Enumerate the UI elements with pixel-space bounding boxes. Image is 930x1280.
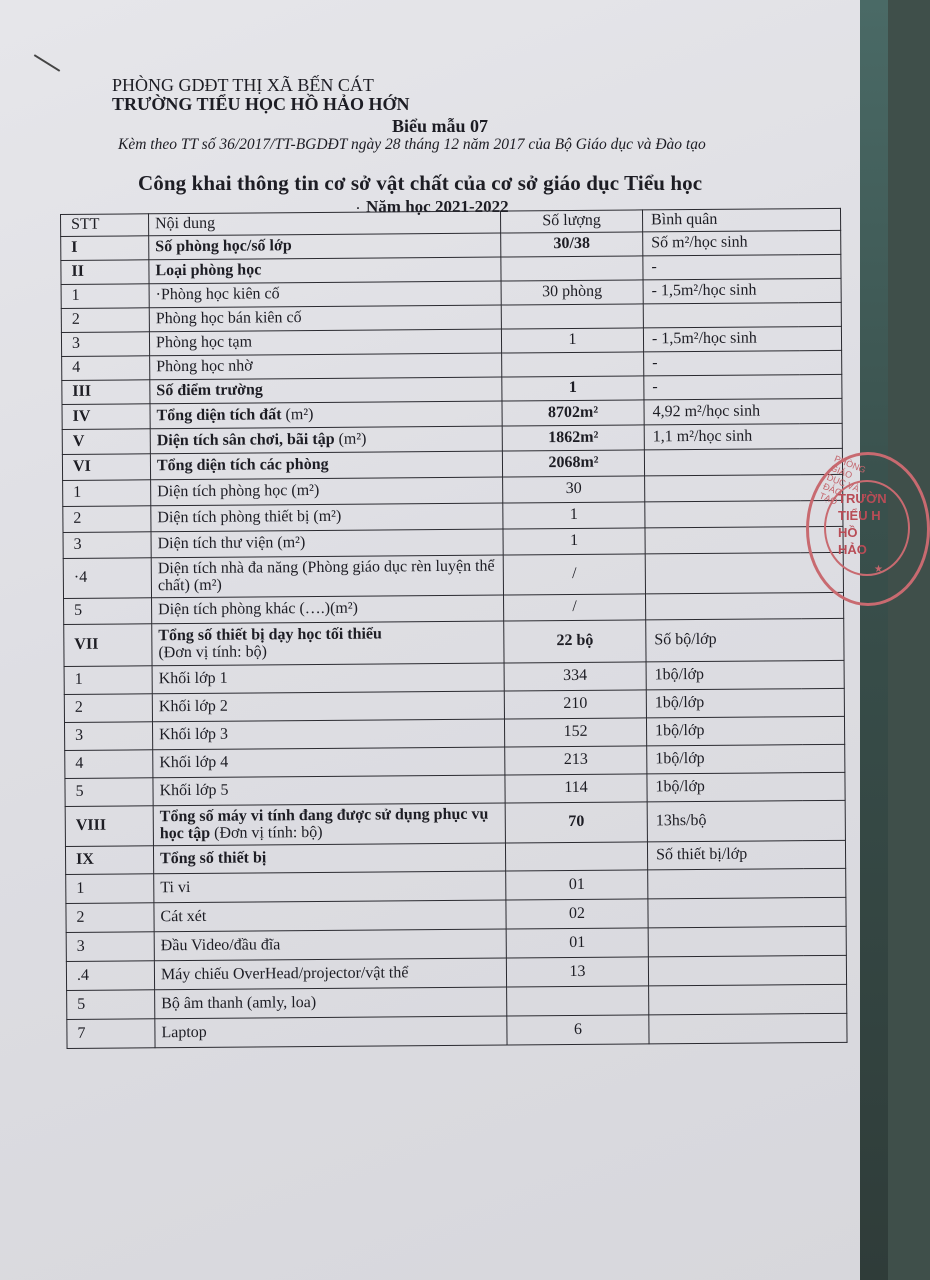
header-stt: STT — [61, 214, 149, 237]
row-quantity: / — [504, 594, 646, 621]
seal-star: ★ — [874, 564, 883, 575]
table-row — [63, 552, 843, 598]
row-content: Phòng học tạm — [149, 329, 501, 356]
row-content: Loại phòng học — [149, 257, 501, 284]
row-content: Laptop — [155, 1016, 507, 1048]
row-average — [648, 955, 846, 986]
table-row — [64, 618, 844, 666]
row-stt: ·4 — [63, 558, 151, 599]
row-quantity: 30 — [503, 476, 645, 503]
row-stt: VII — [64, 624, 152, 667]
row-content: Diện tích nhà đa năng (Phòng giáo dục rèn luyện thể chất) (m²) — [151, 555, 503, 598]
row-average: 4,92 m²/học sinh — [644, 398, 842, 425]
row-content: Số phòng học/số lớp — [149, 233, 501, 260]
row-quantity: / — [503, 554, 645, 595]
header-average: Bình quân — [642, 208, 840, 232]
row-quantity — [501, 304, 643, 329]
row-stt: 1 — [64, 666, 152, 695]
row-average — [648, 868, 846, 899]
facility-table — [60, 208, 848, 1049]
row-quantity: 152 — [504, 718, 646, 747]
header-quantity: Số lượng — [500, 210, 642, 233]
row-stt: 5 — [65, 778, 153, 807]
pen-mark — [34, 54, 61, 72]
row-content: Khối lớp 5 — [153, 775, 505, 806]
row-stt: 5 — [67, 990, 155, 1020]
row-quantity — [507, 986, 649, 1016]
row-average: - — [643, 254, 841, 280]
row-stt: 4 — [65, 750, 153, 779]
row-quantity: 01 — [506, 928, 648, 958]
row-stt: IV — [62, 404, 150, 430]
row-average: 1bộ/lớp — [647, 772, 845, 802]
row-content: Khối lớp 2 — [152, 691, 504, 722]
row-stt: 2 — [64, 694, 152, 723]
row-quantity: 213 — [505, 746, 647, 775]
row-quantity: 30/38 — [501, 232, 643, 257]
row-quantity: 1 — [503, 528, 645, 555]
department-name: PHÒNG GDĐT THỊ XÃ BẾN CÁT — [112, 75, 374, 95]
school-name: TRƯỜNG TIỂU HỌC HỒ HẢO HỚN — [112, 93, 410, 114]
row-average — [646, 592, 844, 620]
row-quantity: 02 — [506, 899, 648, 929]
row-stt: 4 — [62, 356, 150, 381]
row-average: - 1,5m²/học sinh — [643, 326, 841, 352]
row-content: Diện tích thư viện (m²) — [151, 529, 503, 558]
row-average — [648, 897, 846, 928]
row-content: Khối lớp 4 — [153, 747, 505, 778]
row-content: Phòng học bán kiên cố — [149, 305, 501, 332]
row-average: 13hs/bộ — [647, 800, 845, 842]
row-stt: 3 — [64, 722, 152, 751]
document-header — [112, 76, 410, 114]
legal-reference: Kèm theo TT số 36/2017/TT-BGDĐT ngày 28 tháng 12 năm 2017 của Bộ Giáo dục và Đào tạo — [118, 136, 706, 153]
row-content: Máy chiếu OverHead/projector/vật thể — [154, 958, 506, 990]
row-stt: 2 — [66, 903, 154, 933]
row-content: Bộ âm thanh (amly, loa) — [155, 987, 507, 1019]
row-content: Cát xét — [154, 900, 506, 932]
row-content: Khối lớp 3 — [152, 719, 504, 750]
row-average — [643, 302, 841, 328]
form-number: Biểu mẫu 07 — [392, 116, 489, 136]
row-content: Tổng diện tích đất (m²) — [150, 401, 502, 429]
row-average: 1bộ/lớp — [647, 744, 845, 774]
row-quantity: 6 — [507, 1015, 649, 1045]
row-average: 1bộ/lớp — [646, 660, 844, 690]
row-stt: 1 — [63, 480, 151, 507]
row-average — [644, 448, 842, 476]
seal-ring-text: PHÒNG GIÁO DỤC VÀ ĐÀO TẠO — [817, 453, 868, 507]
row-stt: 7 — [67, 1019, 155, 1049]
row-quantity: 22 bộ — [504, 620, 646, 663]
row-content: Diện tích sân chơi, bãi tập (m²) — [150, 426, 502, 454]
row-content: Diện tích phòng học (m²) — [151, 477, 503, 506]
school-year: · Năm học 2021-2022 — [356, 197, 509, 216]
row-stt: V — [62, 429, 150, 455]
row-quantity: 1 — [503, 502, 645, 529]
seal-text: TRƯỜN TIỂU H HỒ HẢO — [838, 491, 887, 557]
row-average: Số bộ/lớp — [646, 618, 844, 662]
row-content: Số điểm trường — [150, 377, 502, 404]
row-quantity: 1862m² — [502, 425, 644, 451]
row-content: Diện tích phòng khác (….)(m²) — [152, 595, 504, 624]
row-average: - — [644, 350, 842, 376]
table-row — [65, 800, 845, 846]
row-stt: 1 — [66, 874, 154, 904]
row-content: Tổng số máy vi tính đang được sử dụng phục vụ học tập (Đơn vị tính: bộ) — [153, 803, 505, 846]
row-stt: 2 — [61, 308, 149, 333]
row-stt: 3 — [61, 332, 149, 357]
row-stt: III — [62, 380, 150, 405]
row-content: Tổng diện tích các phòng — [150, 451, 502, 480]
document-title: Công khai thông tin cơ sở vật chất của cơ sở giáo dục Tiểu học — [138, 171, 703, 195]
row-quantity: 8702m² — [502, 400, 644, 426]
row-average: 1bộ/lớp — [646, 688, 844, 718]
row-quantity: 70 — [505, 802, 647, 843]
row-quantity: 01 — [506, 870, 648, 900]
row-stt: 3 — [66, 932, 154, 962]
row-stt: 2 — [63, 506, 151, 533]
row-stt: 1 — [61, 284, 149, 309]
row-quantity: 2068m² — [502, 450, 644, 477]
row-quantity: 334 — [504, 662, 646, 691]
row-quantity — [501, 256, 643, 281]
row-content: Tổng số thiết bị dạy học tối thiểu (Đơn vị tính: bộ) — [152, 621, 504, 666]
row-average: - — [644, 374, 842, 400]
row-content: Tổng số thiết bị — [153, 843, 505, 874]
row-quantity: 30 phòng — [501, 280, 643, 305]
row-average — [649, 984, 847, 1015]
row-average: Số m²/học sinh — [643, 230, 841, 256]
row-stt: 5 — [64, 598, 152, 625]
header-content: Nội dung — [149, 211, 501, 236]
row-quantity: 13 — [506, 957, 648, 987]
row-stt: VIII — [65, 806, 153, 847]
row-quantity — [505, 842, 647, 871]
row-content: ·Phòng học kiên cố — [149, 281, 501, 308]
row-stt: VI — [62, 454, 150, 481]
row-quantity: 210 — [504, 690, 646, 719]
row-average: 1bộ/lớp — [646, 716, 844, 746]
row-content: Diện tích phòng thiết bị (m²) — [151, 503, 503, 532]
table-row — [67, 1013, 847, 1048]
row-quantity: 114 — [505, 774, 647, 803]
row-quantity: 1 — [502, 376, 644, 401]
row-quantity — [502, 352, 644, 377]
row-stt: 3 — [63, 532, 151, 559]
row-content: Phòng học nhờ — [150, 353, 502, 380]
row-average: 1,1 m²/học sinh — [644, 423, 842, 450]
row-stt: II — [61, 260, 149, 285]
row-average — [649, 1013, 847, 1044]
row-content: Ti vi — [154, 871, 506, 903]
row-average: Số thiết bị/lớp — [647, 840, 845, 870]
row-content: Khối lớp 1 — [152, 663, 504, 694]
row-stt: I — [61, 236, 149, 261]
row-average: - 1,5m²/học sinh — [643, 278, 841, 304]
row-quantity: 1 — [501, 328, 643, 353]
row-stt: IX — [65, 846, 153, 875]
row-stt: .4 — [66, 961, 154, 991]
row-average — [648, 926, 846, 957]
row-content: Đầu Video/đầu đĩa — [154, 929, 506, 961]
